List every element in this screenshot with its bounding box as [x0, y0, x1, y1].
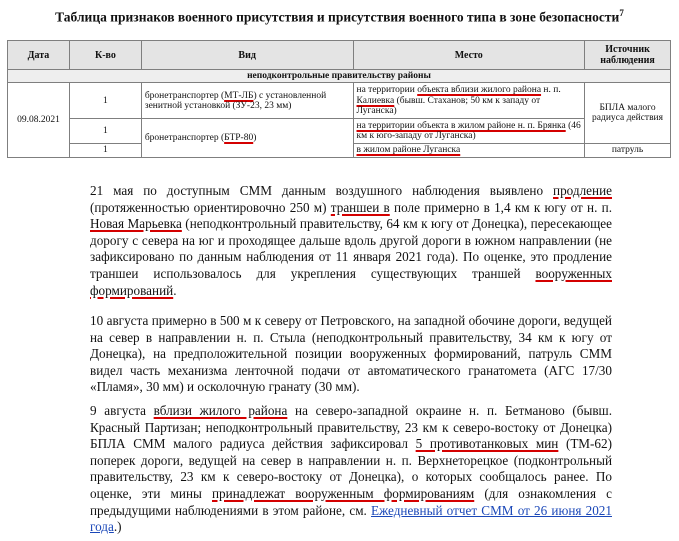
- place-cell: на территории объекта в жилом районе н. п. Брянка (46 км к юго-западу от Луганска): [353, 119, 585, 144]
- qty-cell: 1: [69, 119, 141, 144]
- paragraph-trench: 21 мая по доступным СММ данным воздушного наблюдения выявлено продление (протяженностью ориентировочно 250 м) траншеи в поле примерно в 1,4 км к югу от н. п. Новая Марьевка (неподконтрольный правительству, 64 км к югу от Донецка), пересекающее дорогу с севера на юг и проходящее дальше вдоль другой дороги в южном направлении (не зафиксировано по данным наблюдения от 11 января 2021 года). По оценке, это продление траншеи использовалось для укрепления существующих траншей вооруженных формирований.: [90, 183, 612, 298]
- table-section-row: [8, 70, 671, 83]
- source-cell: БПЛА малого радиуса действия: [585, 83, 671, 144]
- date-cell: 09.08.2021: [8, 83, 70, 157]
- col-header-date: Дата: [8, 41, 70, 70]
- military-presence-table: [7, 40, 671, 158]
- type-cell: бронетранспортер (МТ-ЛБ) с установленной зенитной установкой (ЗУ-23, 23 мм): [141, 83, 353, 119]
- qty-cell: 1: [69, 83, 141, 119]
- table-title: Таблица признаков военного присутствия и присутствия военного типа в зоне безопасности$^7$: [55, 8, 624, 25]
- footnote-marker[interactable]: 7: [619, 8, 624, 18]
- table-header-row: [8, 41, 671, 70]
- col-header-place: Место: [353, 41, 585, 70]
- col-header-source: Источник наблюдения: [585, 41, 671, 70]
- type-cell: бронетранспортер (БТР-80): [141, 119, 353, 157]
- qty-cell: 1: [69, 144, 141, 157]
- source-cell: патруль: [585, 144, 671, 157]
- table-row: [8, 119, 671, 144]
- section-label: неподконтрольные правительству районы: [8, 70, 671, 83]
- paragraph-grenade: 10 августа примерно в 500 м к северу от Петровского, на западной обочине дороги, ведущей на север в направлении н. п. Стыла (неподконтрольный правительству, 34 км к югу от Донецка), на предположительной позиции вооруженных формирований, патруль СММ видел часть механизма ленточной подачи от автоматического гранатомета (АГС 17/30 «Пламя», 30 мм) и осколочную гранату (30 мм).: [90, 313, 612, 395]
- daily-report-link[interactable]: Ежедневный отчет СММ от 26 июня 2021 года: [90, 502, 612, 535]
- place-cell: на территории объекта вблизи жилого района н. п. Калиевка (бывш. Стаханов; 50 км к западу от Луганска): [353, 83, 585, 119]
- paragraph-mines: 9 августа вблизи жилого района на северо-западной окраине н. п. Бетманово (бывш. Красный Партизан; неподконтрольный правительству, 23 км к северо-востоку от Донецка) БПЛА СММ малого радиуса действия зафиксировал 5 противотанковых мин (ТМ-62) поперек дороги, ведущей на север в направлении н. п. Верхнеторецкое (подконтрольный правительству, 23 км к северо-востоку от Донецка), о которых сообщалось ранее. По оценке, эти мины принадлежат вооруженным формированиям (для ознакомления с предыдущими наблюдениями в этом районе, см. Ежедневный отчет СММ от 26 июня 2021 года.): [90, 403, 613, 535]
- col-header-qty: К-во: [69, 41, 141, 70]
- place-cell: в жилом районе Луганска: [353, 144, 585, 157]
- table-row: [8, 83, 671, 119]
- col-header-type: Вид: [141, 41, 353, 70]
